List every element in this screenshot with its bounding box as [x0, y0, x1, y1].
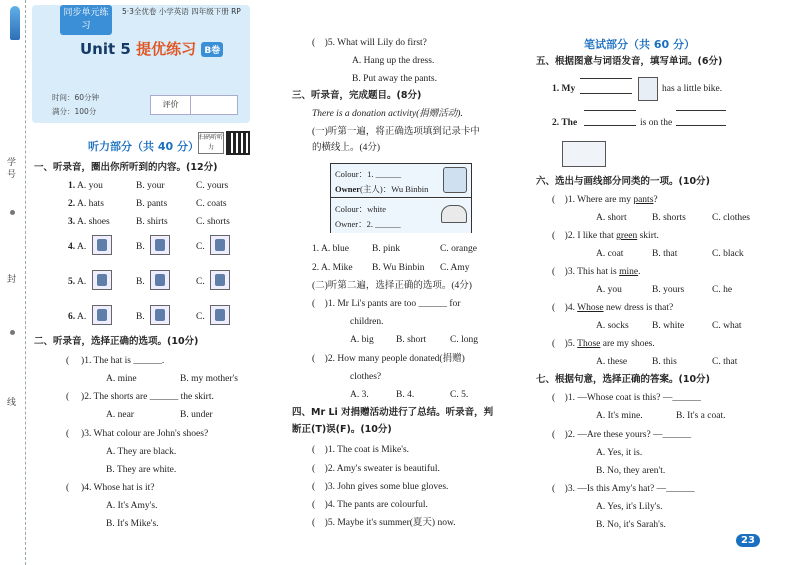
s2-question[interactable]: ( )1. The hat is ______. [66, 356, 165, 366]
section-3-title: 三、听录音，完成题目。(8分) [292, 90, 422, 101]
record-card [330, 163, 472, 233]
s2-option[interactable]: B. Put away the pants. [352, 74, 437, 84]
s6-option[interactable]: B. that [652, 249, 678, 259]
s1-option[interactable]: C. shorts [196, 217, 230, 227]
s6-option[interactable]: A. you [596, 285, 622, 295]
s3-option[interactable]: C. 5. [450, 390, 469, 400]
binding-label: 线 [7, 398, 17, 408]
s7-option[interactable]: B. No, they aren't. [596, 466, 666, 476]
word-blank[interactable] [584, 110, 636, 126]
pic-option-label: C. [196, 312, 205, 322]
s3-question[interactable]: ( )1. Mr Li's pants are too ______ for [312, 299, 461, 309]
listening-part-title: 听力部分（共 40 分） [88, 140, 199, 153]
s2-question[interactable]: ( )4. Whose hat is it? [66, 483, 155, 493]
cap-icon [441, 205, 467, 223]
s6-question[interactable]: ( )1. Where are my pants? [552, 195, 658, 205]
s2-option[interactable]: B. They are white. [106, 465, 177, 475]
s3-option[interactable]: B. short [396, 335, 427, 345]
section-2-title: 二、听录音，选择正确的选项。(10分) [34, 336, 199, 347]
page-title [80, 38, 223, 59]
pic-option-label: C. [196, 277, 205, 287]
record-owner: Owner(主人)：Wu Binbin [335, 184, 429, 194]
record-owner[interactable]: Owner：2. ______ [335, 219, 401, 229]
s6-option[interactable]: A. short [596, 213, 627, 223]
clothes-picture[interactable] [150, 270, 170, 290]
binding-dot [10, 330, 15, 335]
desk-picture [562, 141, 606, 167]
s6-question[interactable]: ( )4. Whose new dress is that? [552, 303, 674, 313]
s5-q1: 1. My [552, 84, 576, 94]
section-4-title: 四、Mr Li 对捐赠活动进行了总结。听录音，判 [292, 407, 494, 418]
section-5-title: 五、根据图意与词语发音，填写单词。(6分) [536, 56, 723, 67]
title-main: 提优练习 [136, 40, 197, 58]
s1-option[interactable]: B. pants [136, 199, 168, 209]
pic-item-number: 6. A. [68, 312, 87, 322]
s3-question-cont: children. [350, 317, 384, 327]
rocket-icon [10, 6, 20, 40]
section-4-title-cont: 断正(T)误(F)。(10分) [292, 424, 392, 435]
s6-option[interactable]: B. shorts [652, 213, 686, 223]
score-box[interactable] [150, 95, 238, 115]
record-row [331, 199, 471, 233]
clothes-picture[interactable] [92, 270, 112, 290]
s3-option[interactable]: B. pink [372, 244, 400, 254]
s7-question[interactable]: ( )3. —Is this Amy's hat? —______ [552, 484, 695, 494]
s6-option[interactable]: B. this [652, 357, 677, 367]
s6-option[interactable]: A. these [596, 357, 628, 367]
s6-option[interactable]: C. what [712, 321, 742, 331]
s1-item: 2. A. hats [68, 199, 104, 209]
s2-option[interactable]: B. It's Mike's. [106, 519, 159, 529]
s2-option[interactable]: A. near [106, 410, 134, 420]
word-blank[interactable] [580, 78, 632, 94]
s6-option[interactable]: B. yours [652, 285, 685, 295]
boy-picture [638, 77, 658, 101]
s3-option[interactable]: C. long [450, 335, 478, 345]
s6-question[interactable]: ( )3. This hat is mine. [552, 267, 641, 277]
pic-option-label: B. [136, 277, 145, 287]
s6-option[interactable]: A. socks [596, 321, 629, 331]
pic-option-label: C. [196, 242, 205, 252]
s2-question[interactable]: ( )5. What will Lily do first? [312, 38, 427, 48]
s3-question-cont: clothes? [350, 372, 382, 382]
clothes-picture[interactable] [210, 235, 230, 255]
clothes-picture[interactable] [210, 305, 230, 325]
binding-label: 学 [7, 158, 17, 168]
s3-option[interactable]: A. 3. [350, 390, 369, 400]
s3-option[interactable]: B. Wu Binbin [372, 263, 425, 273]
qr-code-icon[interactable] [226, 131, 250, 155]
s1-option[interactable]: B. your [136, 181, 165, 191]
s3-question[interactable]: ( )2. How many people donated(捐赠) [312, 354, 465, 364]
score-label: 评价 [151, 96, 191, 114]
s5-q2: 2. The [552, 118, 578, 128]
qr-note: 扫码听听力 [198, 132, 224, 154]
section-6-title: 六、选出与画线部分同类的一项。(10分) [536, 176, 710, 187]
s3-option[interactable]: A. big [350, 335, 374, 345]
s7-question[interactable]: ( )1. —Whose coat is this? —______ [552, 393, 701, 403]
s1-option[interactable]: B. shirts [136, 217, 168, 227]
s1-item: 1. A. you [68, 181, 103, 191]
section-1-title: 一、听录音，圈出你所听到的内容。(12分) [34, 162, 218, 173]
binding-label: 封 [7, 275, 17, 285]
s6-option[interactable]: A. coat [596, 249, 624, 259]
title-prefix: Unit 5 [80, 40, 137, 58]
s2-option[interactable]: B. my mother's [180, 374, 238, 384]
s1-option[interactable]: C. coats [196, 199, 227, 209]
clothes-picture[interactable] [150, 235, 170, 255]
s7-question[interactable]: ( )2. —Are these yours? —______ [552, 430, 692, 440]
s2-question[interactable]: ( )2. The shorts are ______ the skirt. [66, 392, 214, 402]
s3-intro: There is a donation activity(捐赠活动). [312, 109, 463, 119]
binding-dot [10, 210, 15, 215]
s4-item[interactable]: ( )3. John gives some blue gloves. [312, 482, 449, 492]
clothes-picture[interactable] [210, 270, 230, 290]
s3-sub2: (二)听第二遍，选择正确的选项。(4分) [312, 281, 472, 291]
time-info: 时间：60分钟 [52, 93, 100, 102]
record-row [331, 164, 471, 198]
pic-option-label: B. [136, 312, 145, 322]
s6-question[interactable]: ( )5. Those are my shoes. [552, 339, 655, 349]
s3-option[interactable]: 1. A. blue [312, 244, 349, 254]
record-colour: Colour：white [335, 204, 386, 214]
clothes-picture[interactable] [92, 235, 112, 255]
s3-sub1: (一)听第一遍，将正确选项填到记录卡中 [312, 127, 480, 137]
pic-item-number: 5. A. [68, 277, 87, 287]
binding-label: 号 [7, 170, 17, 180]
s3-option[interactable]: C. Amy [440, 263, 470, 273]
record-colour[interactable]: Colour：1. ______ [335, 169, 402, 179]
s7-option[interactable]: B. No, it's Sarah's. [596, 520, 666, 530]
section-7-title: 七、根据句意，选择正确的答案。(10分) [536, 374, 710, 385]
clothes-picture[interactable] [92, 305, 112, 325]
binding-margin [0, 0, 26, 565]
book-meta: 5·3全优卷 小学英语 四年级下册 RP [122, 7, 241, 16]
s6-question[interactable]: ( )2. I like that green skirt. [552, 231, 659, 241]
s7-option[interactable]: A. It's mine. [596, 411, 643, 421]
s6-option[interactable]: C. clothes [712, 213, 750, 223]
word-blank[interactable] [676, 110, 726, 126]
s5-q2-mid: is on the [640, 118, 673, 128]
title-badge: B卷 [201, 42, 223, 57]
sweater-icon [443, 167, 467, 193]
s4-item[interactable]: ( )4. The pants are colourful. [312, 500, 428, 510]
s6-option[interactable]: C. black [712, 249, 744, 259]
s1-item: 3. A. shoes [68, 217, 110, 227]
s5-q1-rest: has a little bike. [662, 84, 723, 94]
clothes-picture[interactable] [150, 305, 170, 325]
s4-item[interactable]: ( )1. The coat is Mike's. [312, 445, 410, 455]
s2-option[interactable]: A. mine [106, 374, 137, 384]
score-info: 满分：100分 [52, 107, 97, 116]
s6-option[interactable]: B. white [652, 321, 685, 331]
s1-option[interactable]: C. yours [196, 181, 229, 191]
s2-option[interactable]: A. Hang up the dress. [352, 56, 435, 66]
s6-option[interactable]: C. he [712, 285, 733, 295]
s3-option[interactable]: 2. A. Mike [312, 263, 353, 273]
writing-part-title: 笔试部分（共 60 分） [584, 38, 695, 51]
s4-item[interactable]: ( )2. Amy's sweater is beautiful. [312, 464, 440, 474]
s7-option[interactable]: B. It's a coat. [676, 411, 726, 421]
pic-option-label: B. [136, 242, 145, 252]
s4-item[interactable]: ( )5. Maybe it's summer(夏天) now. [312, 518, 456, 528]
s6-option[interactable]: C. that [712, 357, 738, 367]
pic-item-number: 4. A. [68, 242, 87, 252]
s2-option[interactable]: A. They are black. [106, 447, 177, 457]
page-number: 23 [736, 534, 760, 547]
s2-option[interactable]: A. It's Amy's. [106, 501, 158, 511]
s2-option[interactable]: B. under [180, 410, 213, 420]
s2-question[interactable]: ( )3. What colour are John's shoes? [66, 429, 209, 439]
unit-tag: 同步单元练习 [60, 5, 112, 35]
s7-option[interactable]: A. Yes, it's Lily's. [596, 502, 663, 512]
s3-option[interactable]: C. orange [440, 244, 477, 254]
s3-option[interactable]: B. 4. [396, 390, 415, 400]
s7-option[interactable]: A. Yes, it is. [596, 448, 643, 458]
s3-sub1-cont: 的横线上。(4分) [312, 143, 381, 153]
